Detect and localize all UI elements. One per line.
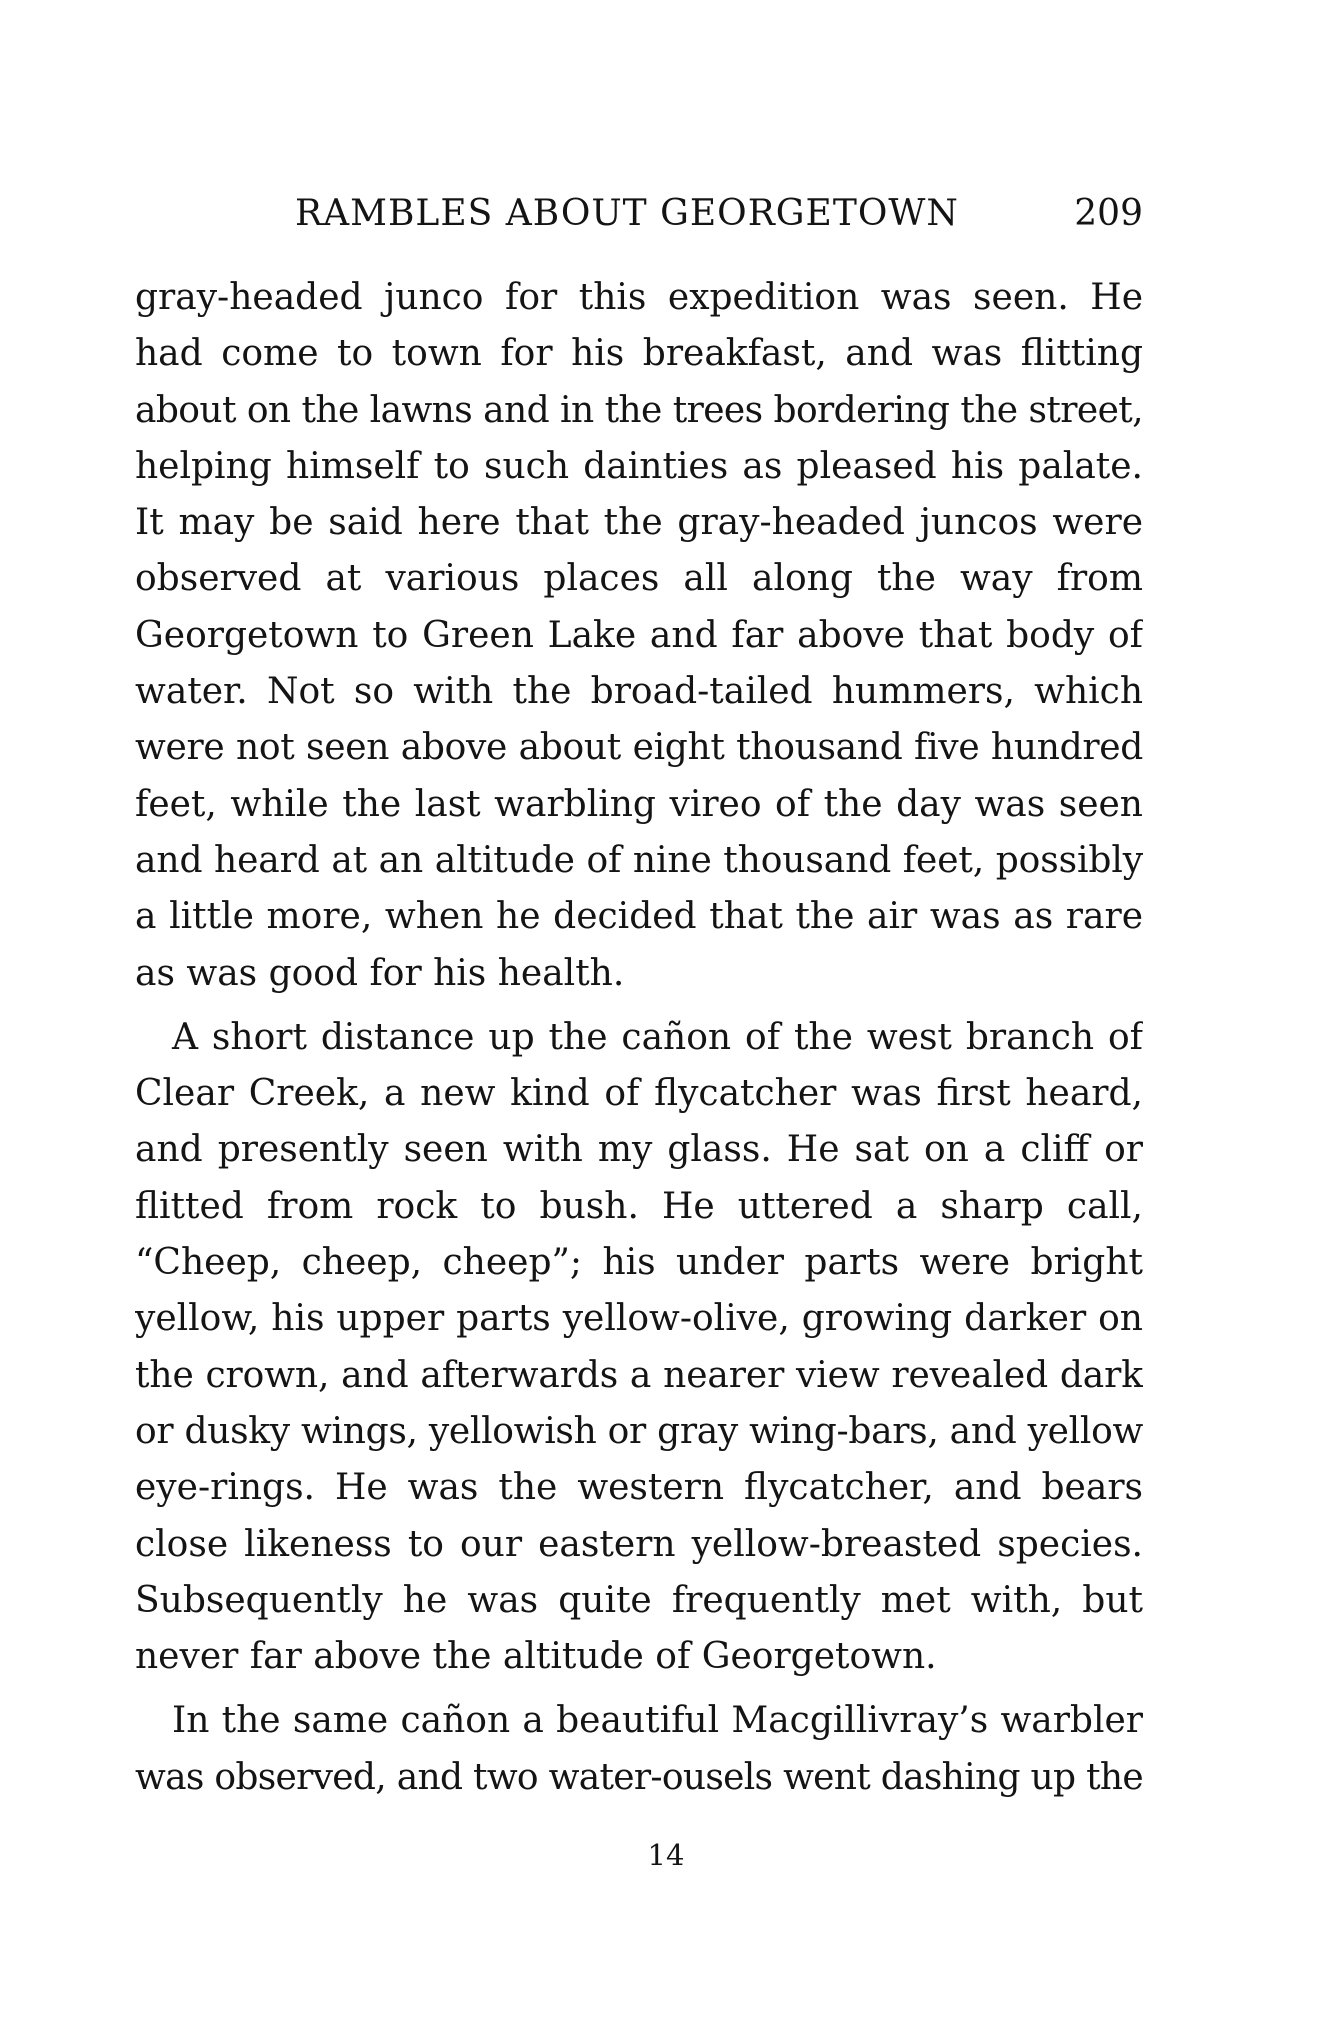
body-text <box>135 270 1143 1814</box>
text-line: “Cheep, cheep, cheep”; his under parts were bright <box>135 1242 1143 1284</box>
text-line: yellow, his upper parts yellow-olive, growing darker on <box>135 1298 1143 1340</box>
text-line: water. Not so with the broad-tailed hummers, which <box>135 671 1143 713</box>
text-line: flitted from rock to bush. He uttered a sharp call, <box>135 1185 1143 1227</box>
text-line: or dusky wings, yellowish or gray wing-bars, and yellow <box>135 1410 1143 1452</box>
text-line: as was good for his health. <box>135 952 625 994</box>
text-line: Clear Creek, a new kind of flycatcher was first heard, <box>135 1073 1143 1115</box>
text-line: the crown, and afterwards a nearer view revealed dark <box>135 1354 1143 1396</box>
paragraph-flycatcher <box>135 1010 1143 1686</box>
page-number: 209 <box>1074 193 1143 234</box>
text-line: It may be said here that the gray-headed juncos were <box>135 502 1143 544</box>
text-line: Georgetown to Green Lake and far above that body of <box>135 614 1143 656</box>
text-line: observed at various places all along the way from <box>135 558 1143 600</box>
text-line: helping himself to such dainties as pleased his palate. <box>135 445 1143 487</box>
signature-mark: 14 <box>647 1838 685 1872</box>
text-line: never far above the altitude of Georgetown. <box>135 1636 937 1678</box>
text-line: In the same cañon a beautiful Macgillivray’s warbler <box>172 1700 1143 1742</box>
text-line: A short distance up the cañon of the west branch of <box>172 1016 1143 1058</box>
text-line: were not seen above about eight thousand five hundred <box>135 727 1143 769</box>
paragraph-continued <box>135 270 1143 1002</box>
text-line: feet, while the last warbling vireo of the day was seen <box>135 783 1143 825</box>
text-line: close likeness to our eastern yellow-breasted species. <box>135 1523 1143 1565</box>
page-header <box>135 184 1143 244</box>
text-line: had come to town for his breakfast, and was flitting <box>135 333 1143 375</box>
text-line: eye-rings. He was the western flycatcher, and bears <box>135 1467 1143 1509</box>
text-line: gray-headed junco for this expedition was seen. He <box>135 277 1143 318</box>
text-line: was observed, and two water-ousels went dashing up the <box>135 1756 1143 1798</box>
text-line: a little more, when he decided that the air was as rare <box>135 896 1143 938</box>
running-head: RAMBLES ABOUT GEORGETOWN <box>295 193 959 234</box>
text-line: and heard at an altitude of nine thousand feet, possibly <box>135 839 1143 881</box>
text-line: Subsequently he was quite frequently met with, but <box>135 1579 1143 1621</box>
paragraph-warbler <box>135 1693 1143 1806</box>
text-line: about on the lawns and in the trees bordering the street, <box>135 389 1143 431</box>
text-line: and presently seen with my glass. He sat on a cliff or <box>135 1129 1143 1171</box>
